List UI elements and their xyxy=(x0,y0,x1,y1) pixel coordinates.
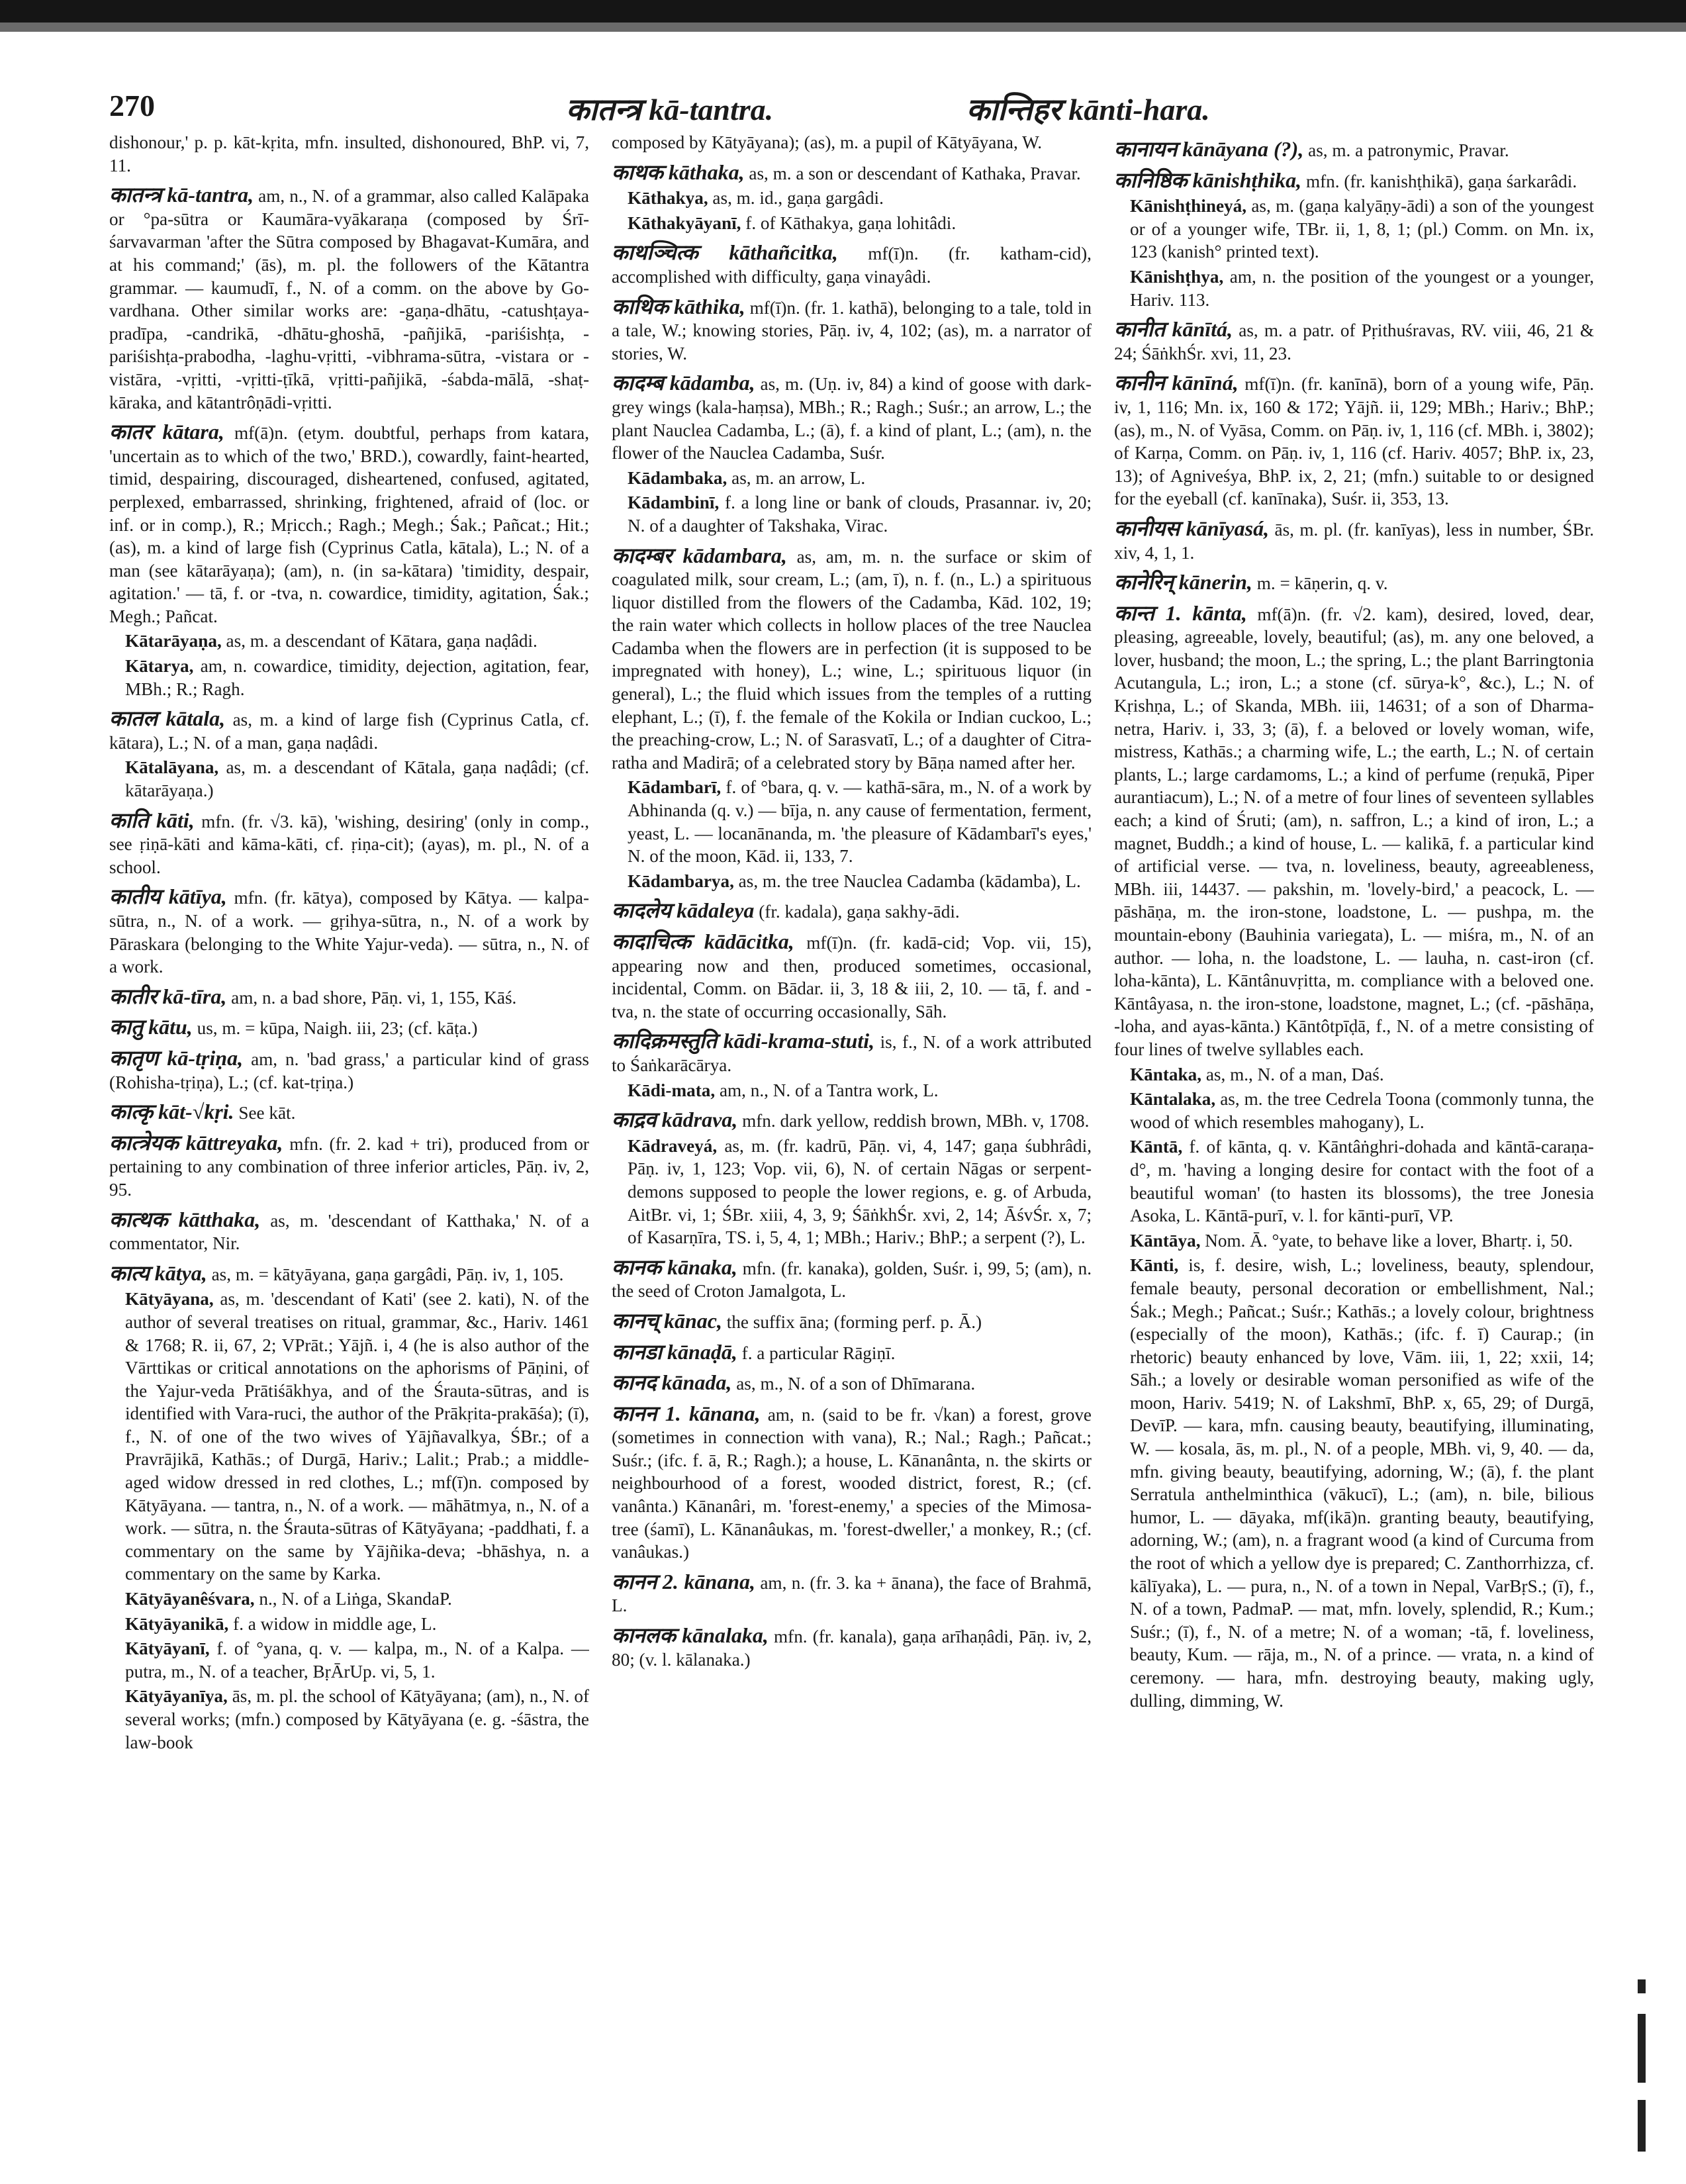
entry-definition: Nom. Ā. °yate, to behave like a lover, Bhartṛ. i, 50. xyxy=(1205,1230,1573,1251)
entry-headword: कानेरिन् kānerin, xyxy=(1114,570,1252,594)
entry-headword: Kātarāyaṇa, xyxy=(125,631,222,651)
entry-definition: ās, m. pl. (fr. kanīyas), less in number, ŚBr. xiv, 4, 1, 1. xyxy=(1114,519,1594,563)
entry-definition: mfn. (fr. kātya), composed by Kātya. — kalpa-sūtra, n., N. of a work. — gṛihya-sūtra, n., N. of a work by Pāraskara (belonging to the White Yajur-veda). — sūtra, n., N. of a work. xyxy=(109,888,589,977)
dictionary-entry xyxy=(612,1079,1092,1102)
entry-definition: am, n., N. of a Tantra work, L. xyxy=(719,1080,939,1100)
entry-headword: Kādi-mata, xyxy=(628,1080,716,1100)
dictionary-entry xyxy=(109,655,589,700)
dictionary-entry xyxy=(109,183,589,414)
dictionary-entry xyxy=(612,776,1092,867)
entry-definition: f. of Kāthakya, gaṇa lohitâdi. xyxy=(745,213,957,233)
entry-headword: Kātyāyanêśvara, xyxy=(125,1589,255,1609)
dictionary-entry xyxy=(612,1402,1092,1564)
entry-headword: Kāntalaka, xyxy=(1130,1089,1216,1110)
entry-headword: Kāntaka, xyxy=(1130,1064,1202,1084)
entry-headword: कानायन kānāyana (?), xyxy=(1114,137,1304,161)
entry-definition: as, m. 'descendant of Katthaka,' N. of a commentator, Nir. xyxy=(109,1210,589,1254)
top-scan-shadow xyxy=(0,23,1686,32)
entry-headword: कानीयस kānīyasá, xyxy=(1114,516,1270,540)
entry-headword: कानीत kānītá, xyxy=(1114,317,1233,342)
right-running-head: कान्तिहर kānti-hara. xyxy=(966,93,1210,126)
entry-headword: कानिष्ठिक kānishṭhika, xyxy=(1114,167,1302,192)
dictionary-entry xyxy=(109,1208,589,1255)
entry-definition: am, n. a bad shore, Pāṇ. vi, 1, 155, Kāś. xyxy=(231,987,517,1008)
entry-headword: कानक kānaka, xyxy=(612,1255,737,1279)
dictionary-entry xyxy=(1114,265,1594,311)
dictionary-entry xyxy=(109,1047,589,1094)
dictionary-entry xyxy=(612,161,1092,185)
entry-headword: कात्त्रेयक kāttreyaka, xyxy=(109,1130,283,1155)
entry-definition: am, n., N. of a grammar, also called Kalāpaka or °pa-sūtra or Kaumāra-vyākaraṇa (composed by Śrī-śarvavarman 'after the Sūtra composed by Bhagavat-Kumāra, and at his command;' (ās), m. pl. the followers of the Kātantra grammar. — kaumudī, f., N. of a comm. on the above by Go-vardhana. Other similar works are: -gaṇa-dhātu, -catushṭaya-pradīpa, -candrikā, -dhātu-ghoshā, -pañjikā, -pariśishṭa, -pariśishṭa-prabodha, -laghu-vṛitti, -vibhrama-sūtra, -vistara or -vistāra, -vṛitti, -vṛitti-ṭīkā, vṛitti-pañjikā, -śabda-mālā, -shaṭ-kāraka, and kātantrôṇādi-vṛitti. xyxy=(109,186,589,412)
entry-definition: as, m., N. of a son of Dhīmarana. xyxy=(736,1374,976,1394)
entry-headword: कात्कृ kāt-√kṛi. xyxy=(109,1100,234,1124)
entry-definition: us, m. = kūpa, Naigh. iii, 23; (cf. kāṭa.) xyxy=(197,1018,478,1039)
scan-edge-mark xyxy=(1638,1979,1646,2152)
entry-definition: dishonour,' p. p. kāt-kṛita, mfn. insulted, dishonoured, BhP. vi, 7, 11. xyxy=(109,132,589,175)
dictionary-entry xyxy=(612,371,1092,464)
entry-definition: the suffix āna; (forming perf. p. Ā.) xyxy=(726,1311,982,1332)
entry-definition: m. = kāṇerin, q. v. xyxy=(1256,573,1388,594)
dictionary-entry xyxy=(612,295,1092,365)
entry-headword: कानन 1. kānana, xyxy=(612,1401,761,1425)
entry-headword: काति kāti, xyxy=(109,808,195,832)
entry-definition: as, m. the tree Cedrela Toona (commonly tunna, the wood of which resembles mahogany), L. xyxy=(1130,1089,1594,1132)
entry-definition: am, n. 'bad grass,' a particular kind of grass (Rohisha-tṛiṇa), L.; (cf. kat-tṛiṇa.) xyxy=(109,1049,589,1092)
dictionary-entry xyxy=(612,1570,1092,1617)
entry-definition: as, m. = kātyāyana, gaṇa gargâdi, Pāṇ. iv, 1, 105. xyxy=(211,1264,564,1284)
entry-headword: कातर kātara, xyxy=(109,420,224,444)
entry-definition: f. a long line or bank of clouds, Prasannar. iv, 20; N. of a daughter of Takshaka, Virac. xyxy=(628,493,1092,536)
page-header xyxy=(109,83,1595,136)
entry-definition: f. of kānta, q. v. Kāntâṅghri-dohada and kāntā-caraṇa-d°, m. 'having a longing desire for contact with the foot of a beautiful woman' (to hasten its blossoms), the tree Jonesia Asoka, L. Kāntā-purī, v. l. for kānti-purī, VP. xyxy=(1130,1137,1594,1226)
entry-headword: Kāthakya, xyxy=(628,188,708,209)
dictionary-entry xyxy=(1114,1135,1594,1227)
entry-headword: कातीय kātīya, xyxy=(109,884,227,909)
dictionary-entry xyxy=(109,809,589,879)
entry-definition: mf(ī)n. (fr. kadā-cid; Vop. vii, 15), appearing now and then, produced sometimes, occasional, incidental, Comm. on Bādar. ii, 3, 18 & iii, 2, 10. — tā, f. and -tva, n. the state of occurring occasionally, Sāh. xyxy=(612,933,1092,1021)
entry-definition: f. a particular Rāgiṇī. xyxy=(741,1343,896,1363)
entry-definition: am, n. (said to be fr. √kan) a forest, grove (sometimes in connection with vana), R.; Nal.; Ragh.; Pañcat.; Suśr.; (ifc. f. ā, R.; Ragh.); a house, L. Kānanânta, n. the skirts or neighbourhood of a forest, wooded district, forest, R.; (cf. vanânta.) Kānanâri, m. 'forest-enemy,' a species of the Mimosa-tree (śamī), L. Kānanâukas, m. 'forest-dweller,' a monkey, R.; (cf. vanâukas.) xyxy=(612,1404,1092,1562)
entry-headword: कानडा kānaḍā, xyxy=(612,1339,737,1364)
entry-headword: कातीर kā-tīra, xyxy=(109,984,227,1008)
dictionary-entry xyxy=(109,1131,589,1202)
dictionary-entry xyxy=(1114,169,1594,193)
dictionary-entry xyxy=(612,1371,1092,1396)
entry-headword: कादम्ब kādamba, xyxy=(612,371,755,395)
entry-headword: Kādambarī, xyxy=(628,777,722,798)
entry-definition: mfn. (fr. kanala), gaṇa arīhaṇâdi, Pāṇ. iv, 2, 80; (v. l. kālanaka.) xyxy=(612,1627,1092,1670)
dictionary-entry xyxy=(612,241,1092,288)
entry-definition: mfn. (fr. kanaka), golden, Suśr. i, 99, 5; (am), n. the seed of Croton Jamalgota, L. xyxy=(612,1258,1092,1302)
dictionary-entry xyxy=(1114,517,1594,564)
page-number: 270 xyxy=(109,89,155,122)
dictionary-entry xyxy=(109,1288,589,1586)
dictionary-entry xyxy=(612,1029,1092,1076)
entry-definition: mf(ī)n. (fr. 1. kathā), belonging to a tale, told in a tale, W.; knowing stories, Pāṇ. iv, 4, 102; (as), m. a narrator of stories, W. xyxy=(612,297,1092,363)
entry-definition: f. of °yana, q. v. — kalpa, m., N. of a Kalpa. — putra, m., N. of a teacher, BṛĀrUp. vi, 5, 1. xyxy=(125,1638,589,1682)
entry-definition: as, m. an arrow, L. xyxy=(731,467,866,488)
dictionary-entry xyxy=(109,1588,589,1611)
entry-headword: Kānishṭhineyá, xyxy=(1130,196,1247,216)
entry-definition: is, f. desire, wish, L.; loveliness, beauty, splendour, female beauty, personal decoration or embellishment, Nal.; Śak.; Megh.; Pañcat.; Suśr.; Kathās.; a lovely colour, brightness (especially of the moon), Kathās.; (ifc. f. ī) Caurap.; (in rhetoric) beauty enhanced by love, Vām. iii, 1, 22; xxii, 14; Sāh.; a lovely or desirable woman personified as wife of the moon, Hariv. 5419; N. of Lakshmī, BhP. x, 65, 29; of Durgā, DevīP. — kara, mfn. causing beauty, beautifying, illuminating, W. — kosala, ās, m. pl., N. of a people, MBh. vi, 9, 40. — da, mfn. giving beauty, beautifying, adorning, W.; (ā), f. the plant Serratula anthelminthica (vākucī), L.; (am), n. bile, bilious humor, L. — dāyaka, mf(ikā)n. granting beauty, beautifying, adorning, W.; (am), n. a fragrant wood (a kind of Curcuma from the root of which a yellow dye is prepared; C. Zanthorrhizza, cf. kālīyaka), L. — pura, n., N. of a town in Nepal, VarBṛS.; (ī), f., N. of a town, PadmaP. — mat, mfn. lovely, splendid, R.; Kum.; Suśr.; (ī), f., N. of a metre; N. of a woman; -tā, f. loveliness, beauty, Kum. — rāja, m., N. of a prince. — vrata, n. a kind of ceremony. — hara, mfn. destroying beauty, making ugly, dulling, dimming, W. xyxy=(1130,1255,1594,1711)
dictionary-entry xyxy=(612,1135,1092,1249)
dictionary-entry xyxy=(1114,371,1594,510)
entry-definition: ās, m. pl. the school of Kātyāyana; (am), n., N. of several works; (mfn.) composed by Kātyāyana (e. g. -śāstra, the law-book xyxy=(125,1686,589,1752)
entry-headword: काथञ्चित्क kāthañcitka, xyxy=(612,240,838,265)
entry-definition: f. of °bara, q. v. — kathā-sāra, m., N. of a work by Abhinanda (q. v.) — bīja, n. any cause of fermentation, ferment, yeast, L. — locanānanda, m. 'the pleasure of Kādambarī's eyes,' N. of the moon, Kād. ii, 133, 7. xyxy=(628,777,1092,867)
entry-headword: Kānishṭhya, xyxy=(1130,266,1224,287)
entry-headword: कात्य kātya, xyxy=(109,1260,207,1285)
entry-headword: Kāntā, xyxy=(1130,1137,1183,1157)
entry-definition: as, m., N. of a man, Daś. xyxy=(1205,1064,1384,1084)
dictionary-entry xyxy=(1114,1254,1594,1712)
entry-headword: कानलक kānalaka, xyxy=(612,1623,769,1648)
dictionary-entry xyxy=(109,1637,589,1683)
entry-definition: as, m. a patronymic, Pravar. xyxy=(1308,140,1509,160)
entry-definition: mfn. (fr. √3. kā), 'wishing, desiring' (only in comp., see ṛiṇā-kāti and kāma-kāti, cf. ṛiṇa-cit); (ayas), m. pl., N. of a school. xyxy=(109,811,589,877)
dictionary-entry xyxy=(1114,571,1594,595)
entry-definition: mfn. (fr. 2. kad + tri), produced from or pertaining to any combination of three inferior articles, Pāṇ. iv, 2, 95. xyxy=(109,1133,589,1200)
dictionary-entry xyxy=(612,1108,1092,1133)
dictionary-entry xyxy=(1114,1063,1594,1086)
entry-headword: Kātyāyanī, xyxy=(125,1638,210,1659)
dictionary-entry xyxy=(612,212,1092,235)
entry-headword: Kātyāyanikā, xyxy=(125,1613,229,1634)
entry-headword: कातन्त्र kā-tantra, xyxy=(109,183,254,207)
dictionary-entry xyxy=(612,1256,1092,1303)
dictionary-entry xyxy=(109,1100,589,1125)
entry-headword: Kādambaka, xyxy=(628,467,727,488)
dictionary-entry xyxy=(612,1341,1092,1365)
dictionary-entry xyxy=(612,1624,1092,1671)
dictionary-entry xyxy=(109,1262,589,1286)
entry-headword: कादाचित्क kādācitka, xyxy=(612,929,794,953)
entry-headword: काथिक kāthika, xyxy=(612,294,745,318)
dictionary-columns xyxy=(109,131,1595,2071)
dictionary-entry xyxy=(109,885,589,978)
dictionary-entry xyxy=(1114,318,1594,365)
dictionary-entry xyxy=(109,630,589,653)
entry-definition: mf(ī)n. (fr. katham-cid), accomplished with difficulty, gaṇa vinayâdi. xyxy=(612,244,1092,287)
dictionary-entry xyxy=(109,985,589,1010)
entry-headword: कातल kātala, xyxy=(109,706,226,731)
entry-definition: composed by Kātyāyana); (as), m. a pupil of Kātyāyana, W. xyxy=(612,132,1043,152)
dictionary-entry xyxy=(612,930,1092,1023)
entry-definition: mfn. (fr. kanishṭhikā), gaṇa śarkarâdi. xyxy=(1305,171,1577,191)
entry-headword: Kāntāya, xyxy=(1130,1230,1201,1251)
entry-definition: mf(ā)n. (etym. doubtful, perhaps from katara, 'uncertain as to which of the two,' BRD.), cowardly, faint-hearted, timid, despairing, discouraged, disheartened, confused, agitated, perplexed, embarrassed, shrinking, frightened, afraid of (loc. or inf. or in comp.), R.; Mṛicch.; Ragh.; Megh.; Śak.; Pañcat.; Hit.; (as), m. a kind of large fish (Cyprinus Catla, kātala), L.; N. of a man (see kātarāyaṇa); (am), n. (in sa-kātara) 'timidity, despair, agitation.' — tā, f. or -tva, n. cowardice, timidity, agitation, Śak.; Megh.; Pañcat. xyxy=(109,423,589,626)
dictionary-entry xyxy=(1114,1088,1594,1133)
entry-headword: कानीन kānīná, xyxy=(1114,371,1239,395)
entry-headword: Kādambarya, xyxy=(628,871,734,891)
dictionary-entry xyxy=(612,467,1092,490)
entry-headword: Kānti, xyxy=(1130,1255,1179,1276)
entry-definition: as, m. (fr. kadrū, Pāṇ. vi, 4, 147; gaṇa śubhrâdi, Pāṇ. iv, 1, 123; Vop. vii, 6), N. of certain Nāgas or serpent-demons supposed to people the lower regions, e. g. of Arbuda, AitBr. vi, 1; ŚBr. xiii, 4, 3, 9; ŚāṅkhŚr. xvi, 2, 14; ĀśvŚr. x, 7; of Kasarṇīra, TS. i, 5, 4, 1; MBh.; Hariv.; BhP.; a serpent (?), L. xyxy=(628,1135,1092,1248)
dictionary-entry xyxy=(612,131,1092,154)
dictionary-entry xyxy=(612,544,1092,775)
dictionary-entry xyxy=(1114,138,1594,162)
entry-definition: as, m. the tree Nauclea Cadamba (kādamba), L. xyxy=(738,871,1081,891)
dictionary-entry xyxy=(109,707,589,754)
dictionary-entry xyxy=(1114,195,1594,263)
entry-definition: mfn. dark yellow, reddish brown, MBh. v, 1708. xyxy=(742,1111,1090,1131)
entry-definition: as, m. 'descendant of Kati' (see 2. kati), N. of the author of several treatises on ritual, grammar, &c., Hariv. 1461 & 1768; R. ii, 67, 2; VPrāt.; Yājñ. i, 4 (he is also author of the Vārttikas or critical annotations on the aphorisms of Pāṇini, of the Yajur-veda Prātiśākhya, and of the Śrauta-sūtras, and is identified with Vara-ruci, the author of the Prākṛita-prakāśa); (ī), f., N. of one of the two wives of Yājñavalkya, ŚBr.; of a Pravrājikā, Kathās.; of Durgā, Hariv.; Lalit.; Prab.; a middle-aged widow dressed in red clothes, L.; mf(ī)n. composed by Kātyāyana. — tantra, n., N. of a work. — māhātmya, n., N. of a work. — sūtra, n. the Śrauta-sūtras of Kātyāyana; -paddhati, f. a commentary on the same by Yājñika-deva; -bhāshya, n. a commentary on the same by Karka. xyxy=(125,1289,589,1584)
dictionary-entry xyxy=(612,899,1092,924)
entry-headword: कातु kātu, xyxy=(109,1015,193,1039)
dictionary-entry xyxy=(109,1685,589,1754)
entry-definition: mf(ā)n. (fr. √2. kam), desired, loved, dear, pleasing, agreeable, lovely, beautiful; (as), m. any one beloved, a lover, husband; the moon, L.; the spring, L.; the plant Barringtonia Acutangula, L.; iron, L.; a stone (cf. sūrya-k°, &c.), L.; N. of Kṛishṇa, L.; of Skanda, MBh. iii, 14631; of a son of Dharma-netra, Hariv. i, 33, 3; (ā), f. a beloved or lovely woman, wife, mistress, Kathās.; a charming wife, L.; the earth, L.; N. of certain plants, L.; large cardamoms, L.; a kind of perfume (reṇukā, Piper aurantiacum), L.; N. of a metre of four lines of seventeen syllables each; a kind of Śruti; (am), n. saffron, L.; a kind of iron, L.; a magnet, Buddh.; a kind of house, L. — kalikā, f. a particular kind of artificial verse. — tva, n. loveliness, beauty, agreeableness, MBh. iii, 14437. — pakshin, m. 'lovely-bird,' a peacock, L. — pāshāṇa, m. the iron-stone, loadstone, L. — pushpa, m. the mountain-ebony (Bauhinia variegata), L. — miśra, m., N. of an author. — loha, n. the loadstone, L. — lauha, n. cast-iron (cf. loha-kānta), L. Kāntânuvṛitta, m. compliance with a beloved one. Kāntâyasa, n. the iron-stone, loadstone, magnet, L.; (cf. -pāshāṇa, -loha, and ayas-kānta.) Kāntôtpīḍā, f., N. of a metre consisting of four lines of twelve syllables each. xyxy=(1114,604,1594,1059)
entry-definition: mf(ī)n. (fr. kanīnā), born of a young wife, Pāṇ. iv, 1, 116; Mn. ix, 160 & 172; Yājñ. ii, 129; MBh.; Hariv.; BhP.; (as), m., N. of Vyāsa, Comm. on Pāṇ. iv, 1, 116 (cf. MBh. i, 3802); of Karṇa, Comm. on Pāṇ. iv, 1, 116 (cf. Hariv. 4057; BhP. ix, 23, 13); of Agniveśya, BhP. ix, 2, 21; (mfn.) suitable to or designed for the eyeball (cf. kanīnaka), Suśr. ii, 353, 13. xyxy=(1114,374,1594,509)
column-3 xyxy=(1114,131,1594,2071)
entry-definition: See kāt. xyxy=(238,1103,296,1123)
entry-definition: as, m. a descendant of Kātara, gaṇa naḍâdi. xyxy=(226,631,538,651)
entry-headword: कानन 2. kānana, xyxy=(612,1569,756,1593)
entry-headword: कान्त 1. kānta, xyxy=(1114,600,1247,625)
dictionary-entry xyxy=(1114,602,1594,1061)
dictionary-entry xyxy=(109,756,589,802)
entry-headword: Kātarya, xyxy=(125,656,194,677)
dictionary-entry xyxy=(109,420,589,628)
entry-headword: Kātalāyana, xyxy=(125,757,219,778)
entry-definition: (fr. kadala), gaṇa sakhy-ādi. xyxy=(759,902,960,922)
column-2 xyxy=(612,131,1092,2071)
entry-headword: कानच् kānac, xyxy=(612,1308,722,1333)
entry-definition: as, m. (Uṇ. iv, 84) a kind of goose with dark-grey wings (kala-haṃsa), MBh.; R.; Ragh.; Suśr.; an arrow, L.; the plant Nauclea Cadamba, L.; (ā), f. a kind of plant, L.; (am), n. the flower of the Nauclea Cadamba, Suśr. xyxy=(612,374,1092,463)
entry-definition: as, m. a kind of large fish (Cyprinus Catla, cf. kātara), L.; N. of a man, gaṇa naḍâdi. xyxy=(109,710,589,753)
column-1 xyxy=(109,131,589,2071)
entry-definition: as, m. a son or descendant of Kathaka, Pravar. xyxy=(749,163,1081,183)
entry-definition: f. a widow in middle age, L. xyxy=(233,1613,437,1634)
entry-headword: Kādraveyá, xyxy=(628,1135,718,1156)
top-scan-border xyxy=(0,0,1686,23)
left-running-head: कातन्त्र kā-tantra. xyxy=(566,93,774,126)
entry-definition: am, n. (fr. 3. ka + ānana), the face of Brahmā, L. xyxy=(612,1572,1092,1616)
entry-definition: as, m. a patr. of Pṛithuśravas, RV. viii, 46, 21 & 24; ŚāṅkhŚr. xvi, 11, 23. xyxy=(1114,320,1594,363)
dictionary-entry xyxy=(612,870,1092,893)
entry-definition: n., N. of a Liṅga, SkandaP. xyxy=(259,1589,452,1609)
dictionary-entry xyxy=(1114,1229,1594,1253)
dictionary-entry xyxy=(612,1309,1092,1334)
dictionary-entry xyxy=(109,131,589,177)
dictionary-entry xyxy=(612,187,1092,210)
entry-definition: as, m. id., gaṇa gargâdi. xyxy=(712,188,884,209)
entry-headword: कात्थक kātthaka, xyxy=(109,1207,261,1231)
entry-headword: कानद kānada, xyxy=(612,1370,732,1395)
entry-headword: कादलेय kādaleya xyxy=(612,898,755,923)
entry-headword: Kātyāyanīya, xyxy=(125,1686,228,1707)
dictionary-entry xyxy=(109,1613,589,1636)
entry-definition: is, f., N. of a work attributed to Śaṅkarācārya. xyxy=(612,1032,1092,1075)
entry-headword: काद्रव kādrava, xyxy=(612,1108,738,1132)
entry-headword: कादिक्रमस्तुति kādi-krama-stuti, xyxy=(612,1029,875,1053)
entry-definition: am, n. cowardice, timidity, dejection, agitation, fear, MBh.; R.; Ragh. xyxy=(125,656,589,699)
entry-definition: as, am, m. n. the surface or skim of coagulated milk, sour cream, L.; (am, ī), n. f. (n., L.) a spirituous liquor distilled from the flowers of the Cadamba, Kād. 102, 19; the rain water which collects in hollow places of the tree Nauclea Cadamba when the flowers are in perfection (it is supposed to be impregnated with honey), L.; wine, L.; spirituous liquor (in general), L.; the fluid which issues from the temples of a rutting elephant, L.; (ī), f. the female of the Kokila or Indian cuckoo, L.; the preaching-crow, L.; N. of Sarasvatī, L.; of a daughter of Citra-ratha and Madirā; of a celebrated story by Bāṇa named after her. xyxy=(612,546,1092,773)
entry-headword: Kātyāyana, xyxy=(125,1289,214,1309)
entry-definition: as, m. (gaṇa kalyāṇy-ādi) a son of the youngest or of a younger wife, TBr. ii, 1, 8, 1; (pl.) Comm. on Mn. ix, 123 (kanish° printed text). xyxy=(1130,196,1594,262)
entry-definition: as, m. a descendant of Kātala, gaṇa naḍâdi; (cf. kātarāyaṇa.) xyxy=(125,757,589,801)
entry-headword: कादम्बर kādambara, xyxy=(612,543,787,567)
entry-headword: Kādambinī, xyxy=(628,493,720,513)
entry-definition: am, n. the position of the youngest or a younger, Hariv. 113. xyxy=(1130,266,1594,310)
entry-headword: Kāthakyāyanī, xyxy=(628,213,741,233)
dictionary-entry xyxy=(612,491,1092,537)
dictionary-entry xyxy=(109,1016,589,1040)
entry-headword: काथक kāthaka, xyxy=(612,160,745,184)
entry-headword: कातृण kā-tṛiṇa, xyxy=(109,1045,244,1070)
